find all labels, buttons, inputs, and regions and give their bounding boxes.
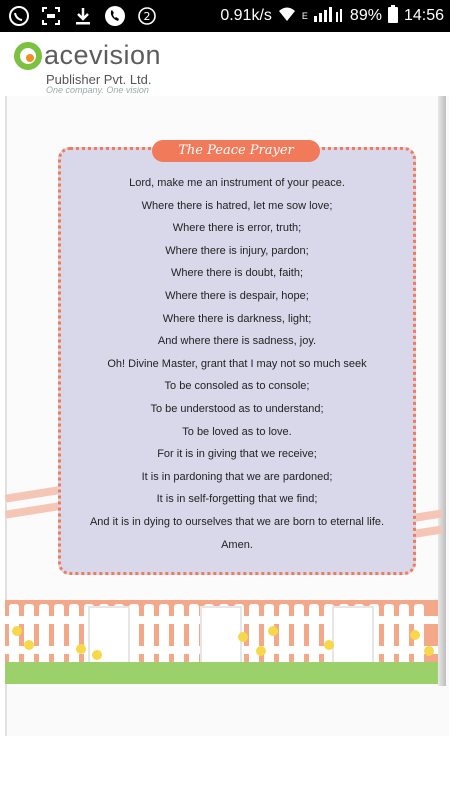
- status-bar: [0, 0, 450, 32]
- flower-icon: [268, 626, 278, 636]
- poem-line: Where there is darkness, light;: [162, 312, 312, 325]
- notification-count: 2: [143, 9, 151, 23]
- flower-icon: [12, 626, 22, 636]
- phone-icon: [104, 5, 126, 27]
- flower-icon: [256, 646, 266, 656]
- fence-picket: [399, 604, 409, 666]
- brand-name: acevision: [44, 40, 162, 70]
- poem-line: It is in pardoning that we are pardoned;: [141, 470, 333, 483]
- fence-picket: [279, 604, 289, 666]
- grass: [5, 662, 438, 684]
- app-header: [0, 32, 450, 96]
- signal-icon: [314, 6, 344, 26]
- poem-line: Where there is injury, pardon;: [165, 244, 309, 257]
- poem-line: Lord, make me an instrument of your peace.: [129, 177, 345, 189]
- poem-line: Oh! Divine Master, grant that I may not so much seek: [107, 357, 367, 370]
- page-edge: [438, 96, 446, 686]
- fence-picket: [249, 604, 259, 666]
- battery-level: 89%: [349, 7, 382, 24]
- fence-picket: [384, 604, 394, 666]
- poem-text: [58, 172, 416, 556]
- download-icon: [72, 5, 94, 27]
- fence-picket: [189, 604, 199, 666]
- flower-icon: [324, 640, 334, 650]
- fence-picket: [69, 604, 79, 666]
- poem-line: To be loved as to love.: [182, 425, 292, 438]
- poem-line: Where there is doubt, faith;: [170, 267, 304, 280]
- poem-line: And where there is sadness, joy.: [157, 335, 317, 348]
- poem-line: Where there is despair, hope;: [165, 289, 309, 302]
- poem-line: It is in self-forgetting that we find;: [156, 493, 318, 506]
- whatsapp-icon: [8, 5, 30, 27]
- fence-picket: [39, 604, 49, 666]
- page-title: The Peace Prayer: [152, 140, 320, 162]
- fence-picket: [174, 604, 184, 666]
- poem-line: And it is in dying to ourselves that we are born to eternal life.: [89, 515, 385, 528]
- network-speed: 0.91k/s: [220, 7, 272, 24]
- flower-icon: [92, 650, 102, 660]
- poem-line: To be consoled as to console;: [164, 380, 310, 393]
- flower-icon: [410, 630, 420, 640]
- fence-picket: [309, 604, 319, 666]
- flower-icon: [76, 644, 86, 654]
- fence-picket: [159, 604, 169, 666]
- poem-line: To be understood as to understand;: [150, 402, 324, 415]
- clock: 14:56: [403, 7, 444, 24]
- fence-gate: [200, 606, 242, 668]
- logo-icon: [14, 42, 42, 70]
- flower-icon: [424, 646, 434, 656]
- notification-count-badge: [136, 5, 158, 27]
- brand-subtitle: Publisher Pvt. Ltd.: [46, 72, 152, 87]
- flower-icon: [238, 632, 248, 642]
- fence-picket: [294, 604, 304, 666]
- battery-icon: [388, 5, 398, 27]
- fence-picket: [144, 604, 154, 666]
- fence-picket: [129, 604, 139, 666]
- fence-gate: [332, 606, 374, 668]
- flower-icon: [24, 640, 34, 650]
- network-type: E: [301, 11, 308, 21]
- fence-picket: [54, 604, 64, 666]
- poem-line: Where there is hatred, let me sow love;: [141, 199, 333, 212]
- poem-line: Amen.: [221, 538, 253, 551]
- brand-tagline: One company. One vision: [46, 85, 149, 95]
- poem-line: For it is in giving that we receive;: [157, 448, 317, 461]
- wifi-icon: [278, 6, 296, 26]
- scan-icon: [40, 5, 62, 27]
- fence-picket: [24, 604, 34, 666]
- poem-line: Where there is error, truth;: [172, 222, 302, 235]
